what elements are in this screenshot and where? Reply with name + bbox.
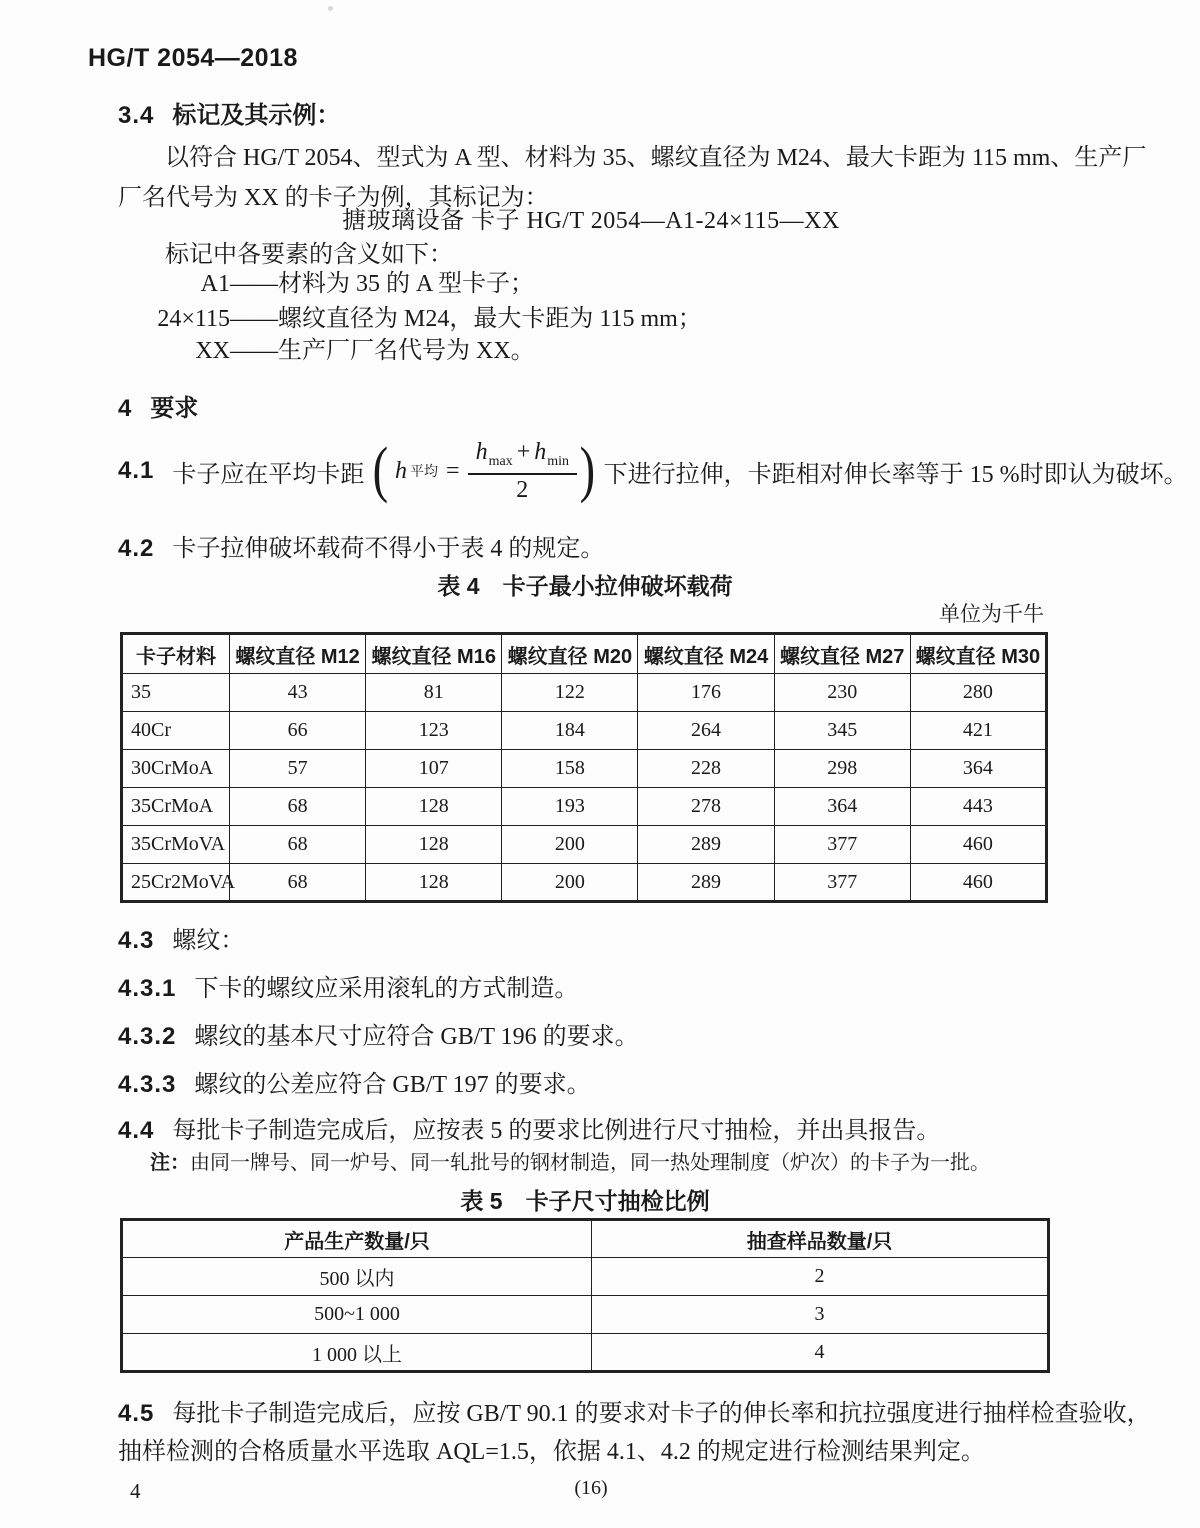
definition-desc: 材料为 35 的 A 型卡子； (278, 271, 535, 297)
table-row (122, 1296, 1049, 1334)
value-cell: 123 (366, 712, 502, 750)
batch-note (150, 1146, 990, 1175)
value-cell: 184 (502, 712, 638, 750)
value-cell: 364 (774, 788, 910, 826)
value-cell: 377 (774, 864, 910, 902)
quantity-cell: 500 以内 (122, 1258, 592, 1296)
formula-equals: = (446, 457, 460, 484)
section-number: 4.3.1 (118, 975, 177, 1002)
value-cell: 128 (366, 826, 502, 864)
material-cell: 30CrMoA (122, 750, 230, 788)
section-4-1 (118, 432, 1188, 510)
formula-fraction (468, 439, 577, 504)
value-cell: 345 (774, 712, 910, 750)
formula-lhs-var: h (395, 457, 408, 484)
value-cell: 228 (638, 750, 774, 788)
doc-code: HG/T 2054—2018 (88, 44, 298, 72)
value-cell: 81 (366, 674, 502, 712)
note-text: 由同一牌号、同一炉号、同一轧批号的钢材制造，同一热处理制度（炉次）的卡子为一批。 (190, 1152, 990, 1174)
table-header-row (122, 634, 1047, 674)
formula-sub: min (547, 453, 570, 469)
definition-desc: 螺纹直径为 M24，最大卡距为 115 mm； (278, 306, 702, 332)
section-number: 4.2 (118, 535, 155, 562)
section-number: 4.1 (118, 457, 155, 484)
value-cell: 278 (638, 788, 774, 826)
value-cell: 193 (502, 788, 638, 826)
meaning-intro: 标记中各要素的含义如下： (165, 242, 453, 268)
value-cell: 66 (230, 712, 366, 750)
value-cell: 377 (774, 826, 910, 864)
value-cell: 176 (638, 674, 774, 712)
material-cell: 25Cr2MoVA (122, 864, 230, 902)
material-cell: 35 (122, 674, 230, 712)
value-cell: 68 (230, 788, 366, 826)
sample-cell: 4 (592, 1334, 1049, 1372)
value-cell: 128 (366, 788, 502, 826)
section-4-heading (118, 388, 198, 423)
section-number: 4.3 (118, 927, 155, 954)
col-header: 螺纹直径 M12 (230, 634, 366, 674)
value-cell: 122 (502, 674, 638, 712)
section-4-3 (118, 920, 244, 955)
value-cell: 230 (774, 674, 910, 712)
paragraph-line: 以符合 HG/T 2054、型式为 A 型、材料为 35、螺纹直径为 M24、最大卡距为 115 mm、生产厂 (165, 145, 1147, 171)
section-4-5 (118, 1393, 1151, 1428)
definition-dash: —— (230, 338, 278, 364)
quantity-cell: 500~1 000 (122, 1296, 592, 1334)
definition-dash: —— (230, 306, 278, 332)
section-text: 卡子拉伸破坏载荷不得小于表 4 的规定。 (172, 536, 605, 562)
formula-var: h (475, 438, 488, 465)
value-cell: 289 (638, 864, 774, 902)
table-row (122, 826, 1047, 864)
table-header-row (122, 1220, 1049, 1258)
table-row (122, 712, 1047, 750)
section-title: 要求 (150, 395, 199, 422)
section-text: 螺纹： (172, 928, 245, 954)
section-text: 螺纹的公差应符合 GB/T 197 的要求。 (194, 1072, 591, 1098)
value-cell: 264 (638, 712, 774, 750)
section-4-4 (118, 1110, 940, 1145)
section-3-4-heading (118, 95, 340, 130)
definition-term: 24×115 (157, 306, 230, 332)
formula-plus: + (516, 438, 531, 465)
material-cell: 40Cr (122, 712, 230, 750)
table5-title: 表 5 卡子尺寸抽检比例 (460, 1188, 710, 1214)
scan-artifact-dot (328, 6, 333, 11)
average-clamp-distance-formula (370, 436, 597, 505)
section-number: 4.3.3 (118, 1071, 177, 1098)
section-number: 4.5 (118, 1400, 155, 1427)
definition-item (118, 330, 535, 365)
material-cell: 35CrMoA (122, 788, 230, 826)
section-text: 每批卡子制造完成后，应按 GB/T 90.1 的要求对卡子的伸长率和抗拉强度进行抽样检查验收， (172, 1401, 1151, 1427)
value-cell: 158 (502, 750, 638, 788)
table4-title: 表 4 卡子最小拉伸破坏载荷 (437, 573, 733, 599)
value-cell: 57 (230, 750, 366, 788)
section-number: 4.4 (118, 1117, 155, 1144)
value-cell: 460 (910, 826, 1046, 864)
formula-sub: max (488, 453, 513, 469)
section-4-2 (118, 528, 604, 563)
sheet-number: (16) (574, 1477, 608, 1499)
definition-item (118, 298, 702, 333)
section-4-3-2 (118, 1016, 639, 1051)
section-title: 标记及其示例： (172, 102, 341, 129)
paren-open: ( (372, 436, 389, 505)
definition-item (118, 263, 534, 298)
fraction-denominator: 2 (516, 476, 529, 503)
value-cell: 280 (910, 674, 1046, 712)
table-row (122, 674, 1047, 712)
col-header: 产品生产数量/只 (122, 1220, 592, 1258)
value-cell: 421 (910, 712, 1046, 750)
fraction-numerator (468, 439, 577, 475)
section-4-3-3 (118, 1064, 591, 1099)
table5-sampling-ratio (120, 1218, 1050, 1373)
table-row (122, 1258, 1049, 1296)
section-number: 4 (118, 395, 133, 422)
section-4-5-continued: 抽样检测的合格质量水平选取 AQL=1.5，依据 4.1、4.2 的规定进行检测结果判定。 (118, 1439, 985, 1465)
table-row (122, 1334, 1049, 1372)
table-row (122, 750, 1047, 788)
formula-var: h (534, 438, 547, 465)
col-header: 螺纹直径 M30 (910, 634, 1046, 674)
value-cell: 107 (366, 750, 502, 788)
definition-dash: —— (230, 271, 278, 297)
col-header: 抽查样品数量/只 (592, 1220, 1049, 1258)
col-header: 螺纹直径 M27 (774, 634, 910, 674)
section-number: 4.3.2 (118, 1023, 177, 1050)
value-cell: 68 (230, 826, 366, 864)
value-cell: 200 (502, 826, 638, 864)
col-header: 螺纹直径 M24 (638, 634, 774, 674)
formula-lhs-sub: 平均 (410, 465, 439, 480)
value-cell: 443 (910, 788, 1046, 826)
col-header: 卡子材料 (122, 634, 230, 674)
sample-cell: 3 (592, 1296, 1049, 1334)
section-text: 螺纹的基本尺寸应符合 GB/T 196 的要求。 (194, 1024, 639, 1050)
value-cell: 364 (910, 750, 1046, 788)
col-header: 螺纹直径 M16 (366, 634, 502, 674)
quantity-cell: 1 000 以上 (122, 1334, 592, 1372)
value-cell: 43 (230, 674, 366, 712)
value-cell: 460 (910, 864, 1046, 902)
text-before-formula: 卡子应在平均卡距 (172, 461, 365, 488)
table4-unit-note: 单位为千牛 (939, 602, 1044, 626)
table4-min-tensile-load (120, 632, 1048, 903)
note-label: 注： (150, 1152, 190, 1174)
text-after-formula: 下进行拉伸，卡距相对伸长率等于 15 %时即认为破坏。 (603, 461, 1188, 488)
designation-example: 搪玻璃设备 卡子 HG/T 2054—A1-24×115—XX (342, 208, 840, 234)
paren-close: ) (579, 436, 596, 505)
material-cell: 35CrMoVA (122, 826, 230, 864)
value-cell: 128 (366, 864, 502, 902)
table-row (122, 788, 1047, 826)
table-row (122, 864, 1047, 902)
definition-term: XX (195, 338, 230, 364)
section-number: 3.4 (118, 102, 155, 129)
paragraph-line: 厂名代号为 XX 的卡子为例，其标记为： (118, 185, 549, 211)
section-4-3-1 (118, 968, 578, 1003)
value-cell: 68 (230, 864, 366, 902)
section-text: 下卡的螺纹应采用滚轧的方式制造。 (194, 976, 579, 1002)
sample-cell: 2 (592, 1258, 1049, 1296)
value-cell: 200 (502, 864, 638, 902)
definition-desc: 生产厂厂名代号为 XX。 (278, 338, 535, 364)
value-cell: 289 (638, 826, 774, 864)
section-text: 每批卡子制造完成后，应按表 5 的要求比例进行尺寸抽检，并出具报告。 (172, 1118, 941, 1144)
col-header: 螺纹直径 M20 (502, 634, 638, 674)
value-cell: 298 (774, 750, 910, 788)
definition-term: A1 (200, 271, 230, 297)
page-number: 4 (130, 1479, 141, 1503)
